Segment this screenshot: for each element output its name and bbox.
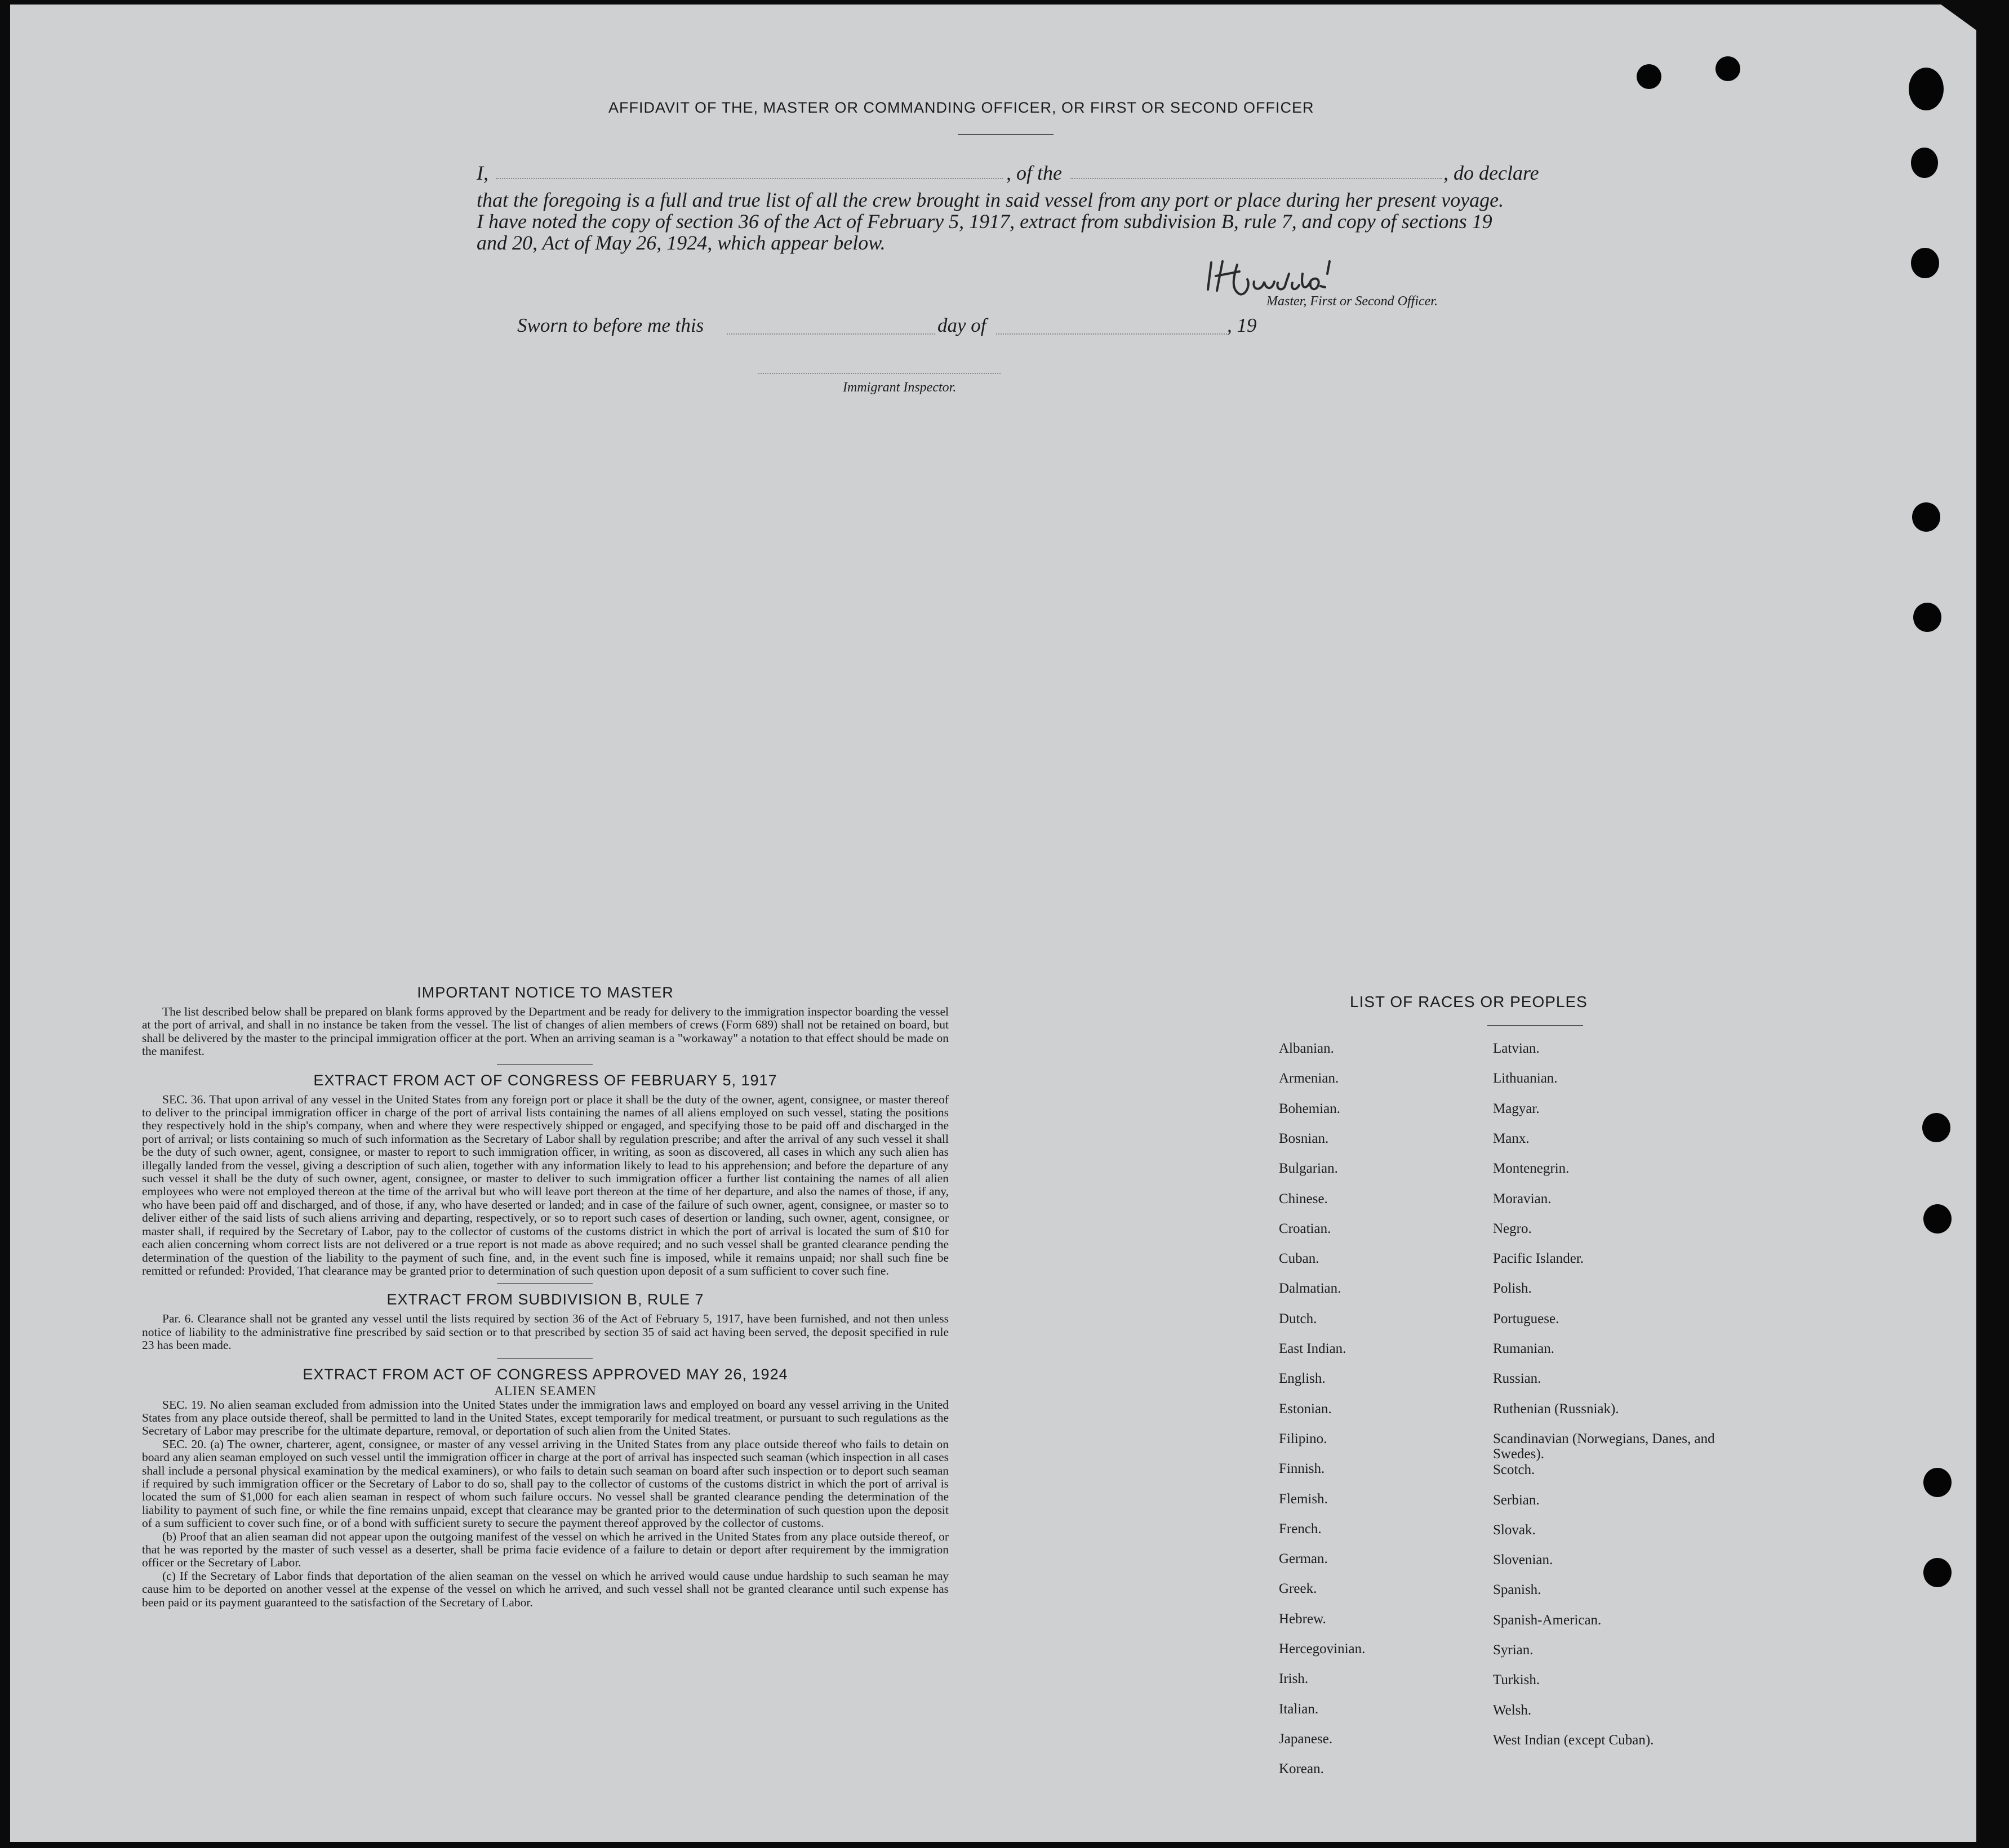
- races-divider: [1487, 1025, 1583, 1026]
- title-divider: [958, 134, 1054, 135]
- extract-1917-title: EXTRACT FROM ACT OF CONGRESS OF FEBRUARY 5, 1917: [313, 1071, 777, 1089]
- race-item: Albanian.: [1279, 1041, 1334, 1056]
- race-item: Italian.: [1279, 1701, 1319, 1717]
- race-item: Manx.: [1493, 1130, 1530, 1146]
- race-item: Irish.: [1279, 1671, 1309, 1687]
- race-item: Bohemian.: [1279, 1101, 1341, 1116]
- race-item: Polish.: [1493, 1281, 1532, 1297]
- handwritten-signature: [1200, 257, 1341, 299]
- race-item: Estonian.: [1279, 1401, 1332, 1417]
- race-item: Spanish-American.: [1493, 1612, 1602, 1628]
- race-item: Magyar.: [1493, 1101, 1540, 1116]
- sec20b-text: (b) Proof that an alien seaman did not appear upon the outgoing manifest of the vessel on which he arrived in the United States from any place outside thereof, or that he was reported by the master of such vessel as a deserter, shall be prima facie evidence of a failure to detain or deport after requirement by the immigration officer or the Secretary of Labor.: [142, 1529, 949, 1570]
- affidavit-title: AFFIDAVIT OF THE, MASTER OR COMMANDING OFFICER, OR FIRST OR SECOND OFFICER: [608, 99, 1314, 116]
- race-item: Slovak.: [1493, 1522, 1536, 1538]
- section-divider: [142, 1352, 949, 1365]
- race-item: Ruthenian (Russniak).: [1493, 1401, 1619, 1417]
- sec20a-text: SEC. 20. (a) The owner, charterer, agent, consignee, or master of any vessel arriving in the United States from any place outside thereof who fails to detain on board any alien seaman employed on such vessel until the immigration officer in charge at the port of arrival has inspected such seaman (which inspection in all cases shall include a personal physical examination by the medical examiners), or who fails to detain such seaman on board after such inspection or to deport such seaman if required by such immigration officer or the Secretary of Labor to do so, shall pay to the collector of customs of the customs district in which the port of arrival is located the sum of $1,000 for each alien seaman in respect of whom such failure occurs. No vessel shall be granted clearance pending the determination of the liability to payment of such fine, or while the fine remains unpaid, except that clearance may be granted prior to the determination of such question upon the deposit of a sum sufficient to cover such fine, or of a bond with sufficient surety to secure the payment thereof approved by the collector of customs.: [142, 1437, 949, 1530]
- sec19-text: SEC. 19. No alien seaman excluded from admission into the United States under the immigration laws and employed on board any vessel arriving in the United States from any place outside thereof, shall be permitted to land in the United States, except temporarily for medical treatment, or pursuant to such regulations as the Secretary of Labor may prescribe for the ultimate departure, removal, or deportation of such alien from the United States.: [142, 1397, 949, 1438]
- affidavit-line1-end: , do declare: [1443, 162, 1539, 184]
- signature-label: Master, First or Second Officer.: [1266, 294, 1438, 309]
- race-item: Hercegovinian.: [1279, 1641, 1366, 1656]
- race-item: Dalmatian.: [1279, 1281, 1341, 1297]
- rule7-title: EXTRACT FROM SUBDIVISION B, RULE 7: [386, 1291, 704, 1308]
- race-item: Flemish.: [1279, 1491, 1328, 1507]
- inspector-label: Immigrant Inspector.: [843, 380, 957, 395]
- race-item: Korean.: [1279, 1761, 1324, 1777]
- race-item: Latvian.: [1493, 1041, 1540, 1056]
- race-item: Spanish.: [1493, 1582, 1541, 1598]
- punch-hole: [1922, 1113, 1950, 1142]
- race-item: Japanese.: [1279, 1731, 1333, 1747]
- race-item: Portuguese.: [1493, 1311, 1559, 1326]
- punch-hole: [1923, 1558, 1952, 1587]
- punch-hole: [1912, 502, 1940, 532]
- affidavit-line4: and 20, Act of May 26, 1924, which appear below.: [477, 231, 886, 254]
- punch-hole: [1923, 1204, 1952, 1234]
- race-item: Scotch.: [1493, 1462, 1535, 1478]
- punch-hole: [1637, 64, 1661, 89]
- race-item: East Indian.: [1279, 1341, 1346, 1356]
- race-item: Welsh.: [1493, 1702, 1532, 1718]
- legal-notice-column: [142, 983, 949, 1609]
- extract-1924-subtitle: ALIEN SEAMEN: [494, 1383, 597, 1398]
- punch-hole: [1715, 56, 1740, 81]
- rule7-body: Par. 6. Clearance shall not be granted any vessel until the lists required by section 36 of the Act of February 5, 1917, have been furnished, and not then unless notice of liability to the administrative fine prescribed by said section or to that prescribed by section 35 of said act having been served, the deposit specified in rule 23 has been made.: [142, 1312, 949, 1352]
- race-item: German.: [1279, 1551, 1328, 1567]
- race-item: Bosnian.: [1279, 1130, 1329, 1146]
- race-item: Syrian.: [1493, 1642, 1534, 1658]
- punch-hole: [1923, 1468, 1952, 1497]
- race-item: Scandinavian (Norwegians, Danes, and Swedes).: [1493, 1431, 1715, 1462]
- race-item: Lithuanian.: [1493, 1071, 1558, 1086]
- race-item: Greek.: [1279, 1581, 1317, 1597]
- sworn-year-label: , 19: [1227, 314, 1257, 336]
- affidavit-line2: that the foregoing is a full and true list of all the crew brought in said vessel from any port or place during her present voyage.: [477, 189, 1504, 211]
- race-item: Moravian.: [1493, 1191, 1552, 1206]
- sec20c-text: (c) If the Secretary of Labor finds that deportation of the alien seaman on the vessel on which he arrived would cause undue hardship to such seaman he may cause him to be deported on another vessel at the expense of the vessel on which he arrived, and such vessel shall not be granted clearance until such expense has been paid or its payment guaranteed to the satisfaction of the Secretary of Labor.: [142, 1569, 949, 1609]
- sworn-day-label: day of: [937, 314, 986, 336]
- notice-body: The list described below shall be prepared on blank forms approved by the Department and be ready for delivery to the immigration inspector boarding the vessel at the port of arrival, and shall in no instance be taken from the vessel. The list of changes of alien members of crews (Form 689) shall not be retained on board, but shall be delivered by the master to the principal immigration officer at the port. When an arriving seaman is a "workaway" a notation to that effect should be made on the manifest.: [142, 1005, 949, 1058]
- day-blank: [727, 333, 935, 335]
- affidavit-line1-start: I,: [477, 162, 488, 184]
- punch-hole: [1909, 68, 1944, 110]
- race-item: Filipino.: [1279, 1431, 1327, 1446]
- affidavit-line1-mid: , of the: [1006, 162, 1062, 184]
- race-item: Chinese.: [1279, 1191, 1328, 1206]
- race-item: Negro.: [1493, 1221, 1532, 1236]
- race-item: Slovenian.: [1493, 1552, 1553, 1568]
- affidavit-line3: I have noted the copy of section 36 of the Act of February 5, 1917, extract from subdivision B, rule 7, and copy of sections 19: [477, 210, 1492, 233]
- race-item: Dutch.: [1279, 1311, 1317, 1326]
- punch-hole: [1913, 603, 1941, 632]
- section-divider: [142, 1277, 949, 1290]
- punch-hole: [1911, 148, 1938, 178]
- sworn-prefix: Sworn to before me this: [517, 314, 704, 336]
- race-item: Hebrew.: [1279, 1611, 1326, 1627]
- extract-1917-body: SEC. 36. That upon arrival of any vessel in the United States from any foreign port or place it shall be the duty of the owner, agent, consignee, or master thereof to deliver to the principal immigration officer in charge of the port of arrival lists containing the names of all aliens employed on such vessel, stating the positions they respectively hold in the ship's company, when and where they were respectively shipped or engaged, and specifying those to be paid off and discharged in the port of arrival; or lists containing so much of such information as the Secretary of Labor shall by regulation prescribe; and after the arrival of any such vessel it shall be the duty of such owner, agent, consignee, or master to report to such immigration officer, in writing, as soon as discovered, all cases in which any such alien has illegally landed from the vessel, giving a description of such alien, together with any information likely to lead to his apprehension; and before the departure of any such vessel it shall be the duty of such owner, agent, consignee, or master to deliver to such immigration officer a further list containing the names of all alien employees who were not employed thereon at the time of the arrival but who will leave port thereon at the time of her departure, and also the names of those, if any, who have been paid off and discharged, and of those, if any, who have deserted or landed; and in case of the failure of such owner, agent, consignee, or master so to deliver either of the said lists of such aliens arriving and departing, respectively, or so to report such cases of desertion or landing, such owner, agent, consignee, or master shall, if required by the Secretary of Labor, pay to the collector of customs of the customs district in which the port of arrival is located the sum of $10 for each alien concerning whom correct lists are not delivered or a true report is not made as above required; and no such vessel shall be granted clearance pending the determination of the question of the liability to the payment of such fine, and, in the event such fine is imposed, while it remains unpaid; nor shall such fine be remitted or refunded: Provided, That clearance may be granted prior to determination of such question upon deposit of a sum sufficient to cover such fine.: [142, 1092, 949, 1277]
- races-title: LIST OF RACES OR PEOPLES: [1350, 993, 1588, 1010]
- month-blank: [996, 333, 1227, 335]
- race-item: Russian.: [1493, 1371, 1541, 1387]
- race-item: Rumanian.: [1493, 1341, 1555, 1356]
- extract-1924-title: EXTRACT FROM ACT OF CONGRESS APPROVED MAY 26, 1924: [303, 1365, 788, 1383]
- vessel-blank: [1070, 178, 1442, 179]
- race-item: French.: [1279, 1521, 1322, 1537]
- race-item: Montenegrin.: [1493, 1161, 1570, 1177]
- race-item: Bulgarian.: [1279, 1161, 1338, 1177]
- notice-title: IMPORTANT NOTICE TO MASTER: [417, 984, 674, 1001]
- race-item: English.: [1279, 1371, 1326, 1387]
- name-blank: [496, 178, 1003, 179]
- race-item: Finnish.: [1279, 1461, 1325, 1477]
- race-item: Pacific Islander.: [1493, 1251, 1584, 1267]
- race-item: Turkish.: [1493, 1672, 1540, 1688]
- race-item: Croatian.: [1279, 1221, 1331, 1236]
- section-divider: [142, 1058, 949, 1071]
- punch-hole: [1911, 248, 1939, 278]
- race-item: Cuban.: [1279, 1251, 1319, 1267]
- inspector-blank: [758, 373, 1001, 374]
- race-item: West Indian (except Cuban).: [1493, 1732, 1654, 1748]
- race-item: Armenian.: [1279, 1071, 1339, 1086]
- race-item: Serbian.: [1493, 1492, 1540, 1508]
